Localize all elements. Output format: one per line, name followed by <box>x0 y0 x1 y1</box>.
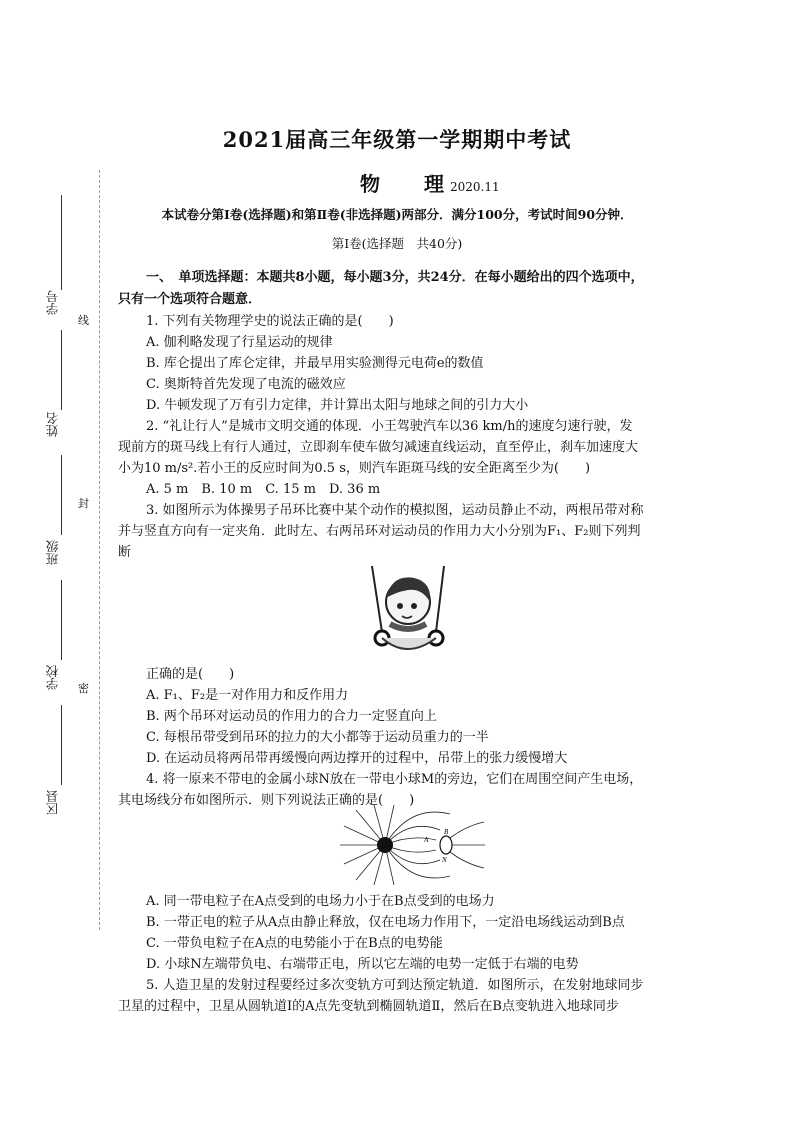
mark-line: 线 <box>78 314 89 327</box>
section1-line2: 只有一个选项符合题意． <box>118 292 262 307</box>
q2-line2: 现前方的斑马线上有行人通过，立即刹车使车做匀减速直线运动，直至停止，刹车加速度大 <box>118 440 639 455</box>
q3-line3: 断 <box>118 545 132 560</box>
exam-intro: 本试卷分第Ⅰ卷(选择题)和第Ⅱ卷(非选择题)两部分．满分100分，考试时间90分钟． <box>161 207 633 222</box>
field-name: 姓名 <box>45 412 60 437</box>
q4-option-b: B. 一带正电的粒子从A点由静止释放，仅在电场力作用下，一定沿电场线运动到B点 <box>146 915 625 930</box>
field-student-id-blank <box>61 195 62 290</box>
q3-option-c: C. 每根吊带受到吊环的拉力的大小都等于运动员重力的一半 <box>146 730 489 745</box>
section1-line1: 一、 单项选择题：本题共8小题，每小题3分，共24分．在每小题给出的四个选项中， <box>146 270 644 285</box>
q2-line3: 小为10 m/s².若小王的反应时间为0.5 s，则汽车距斑马线的安全距离至少为( ) <box>118 461 591 476</box>
field-class-blank <box>61 455 62 535</box>
field-class: 班级 <box>45 540 60 565</box>
q1-option-b: B. 库仑提出了库仑定律，并最早用实验测得元电荷e的数值 <box>146 356 484 371</box>
field-school-blank <box>61 580 62 660</box>
label-n: N <box>442 856 447 864</box>
q4-option-c: C. 一带负电粒子在A点的电势能小于在B点的电势能 <box>146 936 443 951</box>
field-district-blank <box>61 705 62 785</box>
field-student-id: 学号 <box>45 290 60 315</box>
binding-line <box>99 170 100 930</box>
q1-option-c: C. 奥斯特首先发现了电流的磁效应 <box>146 377 346 392</box>
q1-stem: 1. 下列有关物理学史的说法正确的是( ) <box>146 314 394 329</box>
q2-options: A. 5 m B. 10 m C. 15 m D. 36 m <box>146 482 381 497</box>
q2-line1: 2. “礼让行人”是城市文明交通的体现．小王驾驶汽车以36 km/h的速度匀速行驶，发 <box>146 419 633 434</box>
q1-option-a: A. 伽利略发现了行星运动的规律 <box>146 335 333 350</box>
subject-char-1: 物 <box>360 172 380 196</box>
q4-line2: 其电场线分布如图所示．则下列说法正确的是( ) <box>118 793 415 808</box>
mark-secret: 密 <box>78 682 89 695</box>
q3-line2: 并与竖直方向有一定夹角．此时左、右两吊环对运动员的作用力大小分别为F₁、F₂则下列判 <box>118 524 641 539</box>
q3-option-a: A. F₁、F₂是一对作用力和反作用力 <box>146 688 349 703</box>
electric-field-diagram <box>340 804 485 886</box>
subject-char-2: 理 <box>424 172 444 196</box>
mark-seal: 封 <box>78 497 89 510</box>
q3-option-d: D. 在运动员将两吊带再缓慢向两边撑开的过程中，吊带上的张力缓慢增大 <box>146 751 568 766</box>
field-school: 学校 <box>45 665 60 690</box>
q5-line1: 5. 人造卫星的发射过程要经过多次变轨方可到达预定轨道．如图所示，在发射地球同步 <box>146 978 644 993</box>
label-a: A <box>424 836 429 844</box>
label-b: B <box>444 828 449 836</box>
q3-option-b: B. 两个吊环对运动员的作用力的合力一定竖直向上 <box>146 709 437 724</box>
exam-title: 2021届高三年级第一学期期中考试 <box>222 127 572 152</box>
q1-option-d: D. 牛顿发现了万有引力定律，并计算出太阳与地球之间的引力大小 <box>146 398 529 413</box>
q5-line2: 卫星的过程中，卫星从圆轨道Ⅰ的A点先变轨到椭圆轨道Ⅱ，然后在B点变轨进入地球同步 <box>118 999 619 1014</box>
q4-line1: 4. 将一原来不带电的金属小球N放在一带电小球M的旁边，它们在周围空间产生电场， <box>146 772 643 787</box>
exam-date: 2020.11 <box>450 180 500 194</box>
part-heading: 第Ⅰ卷(选择题 共40分) <box>331 236 463 251</box>
q3-line4: 正确的是( ) <box>146 667 235 682</box>
q4-option-d: D. 小球N左端带负电、右端带正电，所以它左端的电势一定低于右端的电势 <box>146 957 579 972</box>
q4-option-a: A. 同一带电粒子在A点受到的电场力小于在B点受到的电场力 <box>146 894 495 909</box>
subject-heading <box>360 168 500 197</box>
gymnast-rings-figure <box>352 562 462 662</box>
field-name-blank <box>61 330 62 410</box>
field-district: 区县 <box>45 790 60 815</box>
q3-line1: 3. 如图所示为体操男子吊环比赛中某个动作的模拟图，运动员静止不动，两根吊带对称 <box>146 503 644 518</box>
